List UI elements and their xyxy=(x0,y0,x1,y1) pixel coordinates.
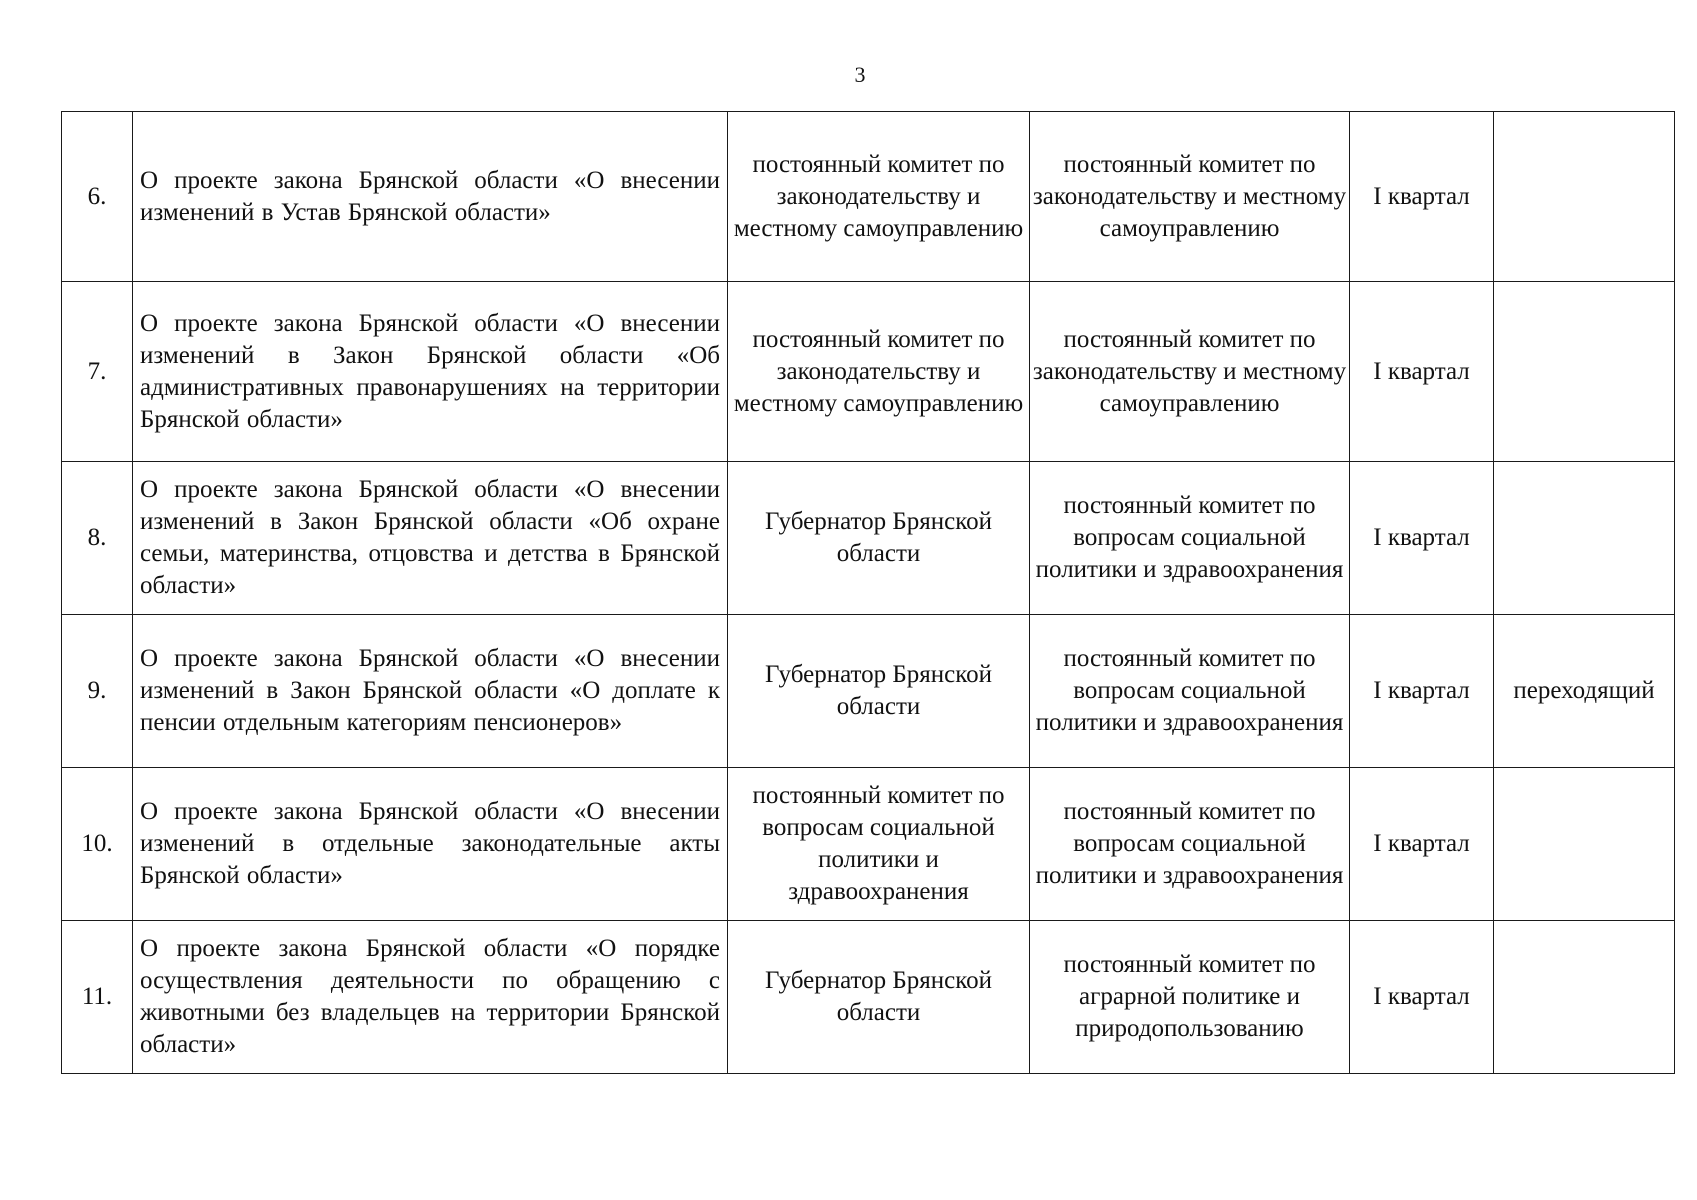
initiator: Губернатор Брянской области xyxy=(728,921,1030,1074)
responsible-committee: постоянный комитет по аграрной политике и природопользованию xyxy=(1030,921,1350,1074)
bill-title: О проекте закона Брянской области «О внесении изменений в Закон Брянской области «Об административных правонарушениях на территории Брянской области» xyxy=(133,282,728,462)
note xyxy=(1494,921,1675,1074)
responsible-committee: постоянный комитет по законодательству и местному самоуправлению xyxy=(1030,112,1350,282)
term: I квартал xyxy=(1350,615,1494,768)
bill-title: О проекте закона Брянской области «О внесении изменений в Закон Брянской области «О доплате к пенсии отдельным категориям пенсионеров» xyxy=(133,615,728,768)
term: I квартал xyxy=(1350,112,1494,282)
term: I квартал xyxy=(1350,768,1494,921)
row-number: 11. xyxy=(62,921,133,1074)
responsible-committee: постоянный комитет по вопросам социальной политики и здравоохранения xyxy=(1030,768,1350,921)
term: I квартал xyxy=(1350,282,1494,462)
table-row xyxy=(62,615,1675,768)
table-row xyxy=(62,921,1675,1074)
legislative-plan-table xyxy=(61,111,1675,1074)
row-number: 10. xyxy=(62,768,133,921)
responsible-committee: постоянный комитет по вопросам социальной политики и здравоохранения xyxy=(1030,462,1350,615)
table-row xyxy=(62,112,1675,282)
row-number: 6. xyxy=(62,112,133,282)
term: I квартал xyxy=(1350,462,1494,615)
term: I квартал xyxy=(1350,921,1494,1074)
note xyxy=(1494,768,1675,921)
initiator: постоянный комитет по законодательству и местному самоуправлению xyxy=(728,282,1030,462)
responsible-committee: постоянный комитет по законодательству и местному самоуправлению xyxy=(1030,282,1350,462)
note xyxy=(1494,282,1675,462)
bill-title: О проекте закона Брянской области «О внесении изменений в Закон Брянской области «Об охране семьи, материнства, отцовства и детства в Брянской области» xyxy=(133,462,728,615)
initiator: постоянный комитет по вопросам социальной политики и здравоохранения xyxy=(728,768,1030,921)
table-row xyxy=(62,768,1675,921)
initiator: Губернатор Брянской области xyxy=(728,462,1030,615)
row-number: 9. xyxy=(62,615,133,768)
row-number: 7. xyxy=(62,282,133,462)
note xyxy=(1494,112,1675,282)
note xyxy=(1494,462,1675,615)
table-row xyxy=(62,462,1675,615)
initiator: постоянный комитет по законодательству и местному самоуправлению xyxy=(728,112,1030,282)
responsible-committee: постоянный комитет по вопросам социальной политики и здравоохранения xyxy=(1030,615,1350,768)
note: переходящий xyxy=(1494,615,1675,768)
page-number: 3 xyxy=(854,62,866,87)
row-number: 8. xyxy=(62,462,133,615)
table-row xyxy=(62,282,1675,462)
bill-title: О проекте закона Брянской области «О внесении изменений в отдельные законодательные акты Брянской области» xyxy=(133,768,728,921)
initiator: Губернатор Брянской области xyxy=(728,615,1030,768)
bill-title: О проекте закона Брянской области «О внесении изменений в Устав Брянской области» xyxy=(133,112,728,282)
bill-title: О проекте закона Брянской области «О порядке осуществления деятельности по обращению с животными без владельцев на территории Брянской области» xyxy=(133,921,728,1074)
